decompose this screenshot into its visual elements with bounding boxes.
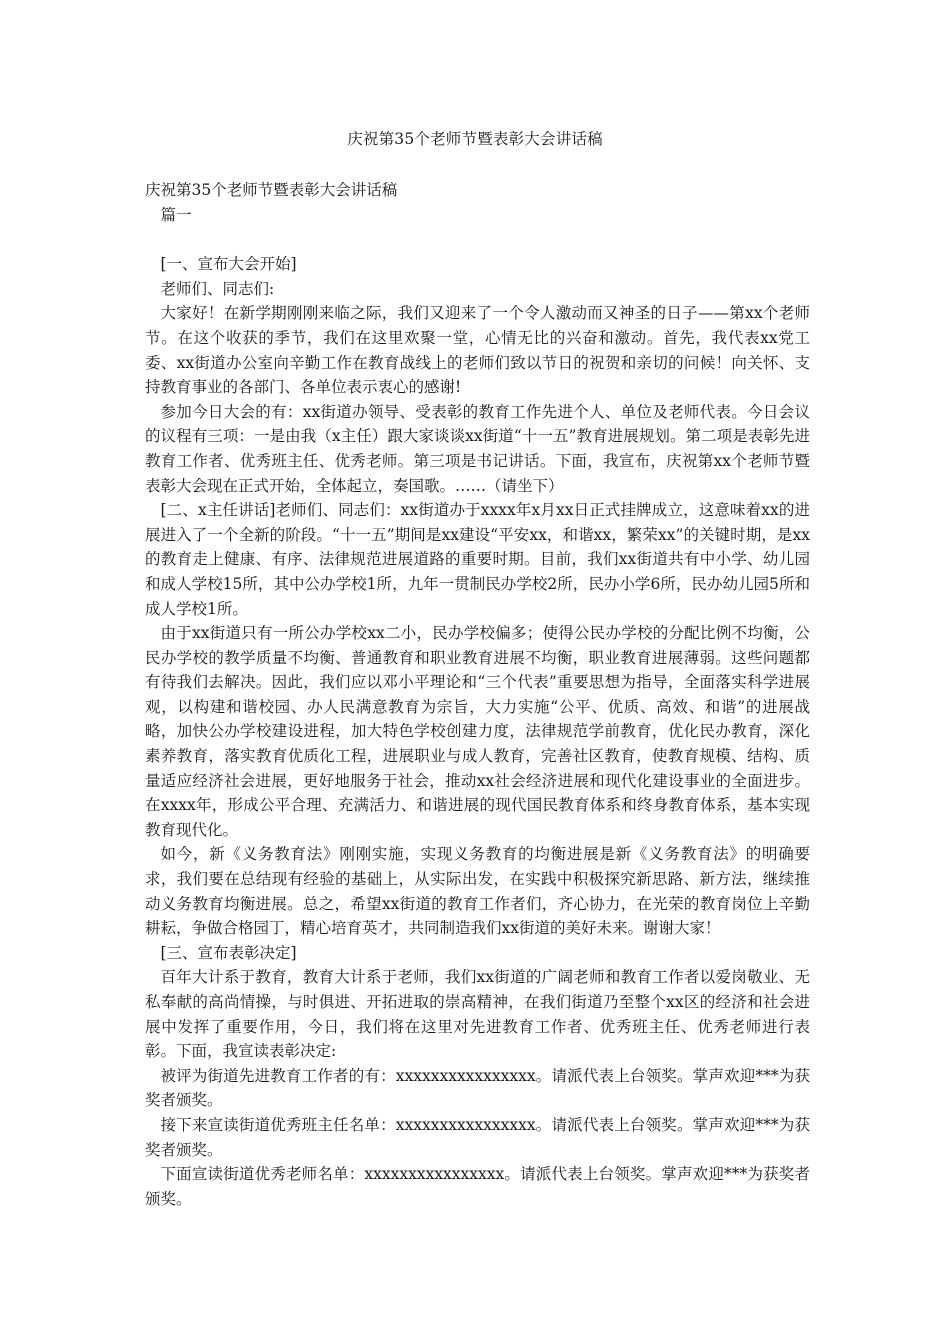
award-paragraph: 被评为街道先进教育工作者的有：xxxxxxxxxxxxxxxx。请派代表上台领奖。掌声欢迎***为获奖者颁奖。 (145, 1066, 810, 1110)
part-label: 篇一 (160, 205, 192, 224)
body-paragraph: 如今，新《义务教育法》刚刚实施，实现义务教育的均衡进展是新《义务教育法》的明确要求，我们要在总结现有经验的基础上，从实际出发，在实践中积极探究新思路、新方法，继续推动义务教育均衡进展。总之，希望xx街道的教育工作者们，齐心协力，在光荣的教育岗位上辛勤耕耘，争做合格园丁，精心培育英才，共同制造我们xx街道的美好未来。谢谢大家！ (145, 845, 810, 938)
section-heading-1: [一、宣布大会开始] (160, 255, 297, 274)
body-paragraph: [二、x主任讲话]老师们、同志们：xx街道办于xxxx年x月xx日正式挂牌成立，这意味着xx的进展进入了一个全新的阶段。“十一五”期间是xx建设“平安xx，和谐xx，繁荣xx”的关键时期，是xx的教育走上健康、有序、法律规范进展道路的重要时期。目前，我们xx街道共有中小学、幼儿园和成人学校15所，其中公办学校1所，九年一贯制民办学校2所，民办小学6所，民办幼儿园5所和成人学校1所。 (145, 501, 810, 618)
document-body (145, 178, 810, 1211)
body-paragraph: 参加今日大会的有：xx街道办领导、受表彰的教育工作先进个人、单位及老师代表。今日会议的议程有三项：一是由我（x主任）跟大家谈谈xx街道“十一五”教育进展规划。第二项是表彰先进教育工作者、优秀班主任、优秀老师。第三项是书记讲话。下面，我宣布，庆祝第xx个老师节暨表彰大会现在正式开始，全体起立，奏国歌。……（请坐下） (145, 402, 810, 495)
award-paragraph: 下面宣读街道优秀老师名单：xxxxxxxxxxxxxxxx。请派代表上台领奖。掌声欢迎***为获奖者颁奖。 (145, 1165, 810, 1208)
document-title: 庆祝第35个老师节暨表彰大会讲话稿 (347, 130, 603, 148)
award-paragraph: 接下来宣读街道优秀班主任名单：xxxxxxxxxxxxxxxx。请派代表上台领奖。掌声欢迎***为获奖者颁奖。 (145, 1115, 810, 1159)
document-subtitle: 庆祝第35个老师节暨表彰大会讲话稿 (145, 181, 398, 199)
body-paragraph: 大家好！在新学期刚刚来临之际，我们又迎来了一个令人激动而又神圣的日子——第xx个老师节。在这个收获的季节，我们在这里欢聚一堂，心情无比的兴奋和激动。首先，我代表xx党工委、xx街道办公室向辛勤工作在教育战线上的老师们致以节日的祝贺和亲切的问候！向关怀、支持教育事业的各部门、各单位表示衷心的感谢! (145, 304, 810, 397)
section-heading-3: [三、宣布表彰决定] (160, 943, 297, 962)
body-paragraph: 百年大计系于教育，教育大计系于老师，我们xx街道的广阔老师和教育工作者以爱岗敬业、无私奉献的高尚情操，与时俱进、开拓进取的崇高精神，在我们街道乃至整个xx区的经济和社会进展中发挥了重要作用，今日，我们将在这里对先进教育工作者、优秀班主任、优秀老师进行表彰。下面，我宣读表彰决定: (145, 968, 810, 1061)
salutation: 老师们、同志们: (160, 279, 275, 298)
body-paragraph: 由于xx街道只有一所公办学校xx二小，民办学校偏多；使得公民办学校的分配比例不均衡，公民办学校的教学质量不均衡、普通教育和职业教育进展不均衡，职业教育进展薄弱。这些问题都有待我们去解决。因此，我们应以邓小平理论和“三个代表”重要思想为指导，全面落实科学进展观，以构建和谐校园、办人民满意教育为宗旨，大力实施“公平、优质、高效、和谐”的进展战略，加快公办学校建设进程，加大特色学校创建力度，法律规范学前教育，优化民办教育，深化素养教育，落实教育优质化工程，进展职业与成人教育，完善社区教育，使教育规模、结构、质量适应经济社会进展，更好地服务于社会，推动xx社会经济进展和现代化建设事业的全面进步。在xxxx年，形成公平合理、充满活力、和谐进展的现代国民教育体系和终身教育体系，基本实现教育现代化。 (145, 624, 810, 839)
